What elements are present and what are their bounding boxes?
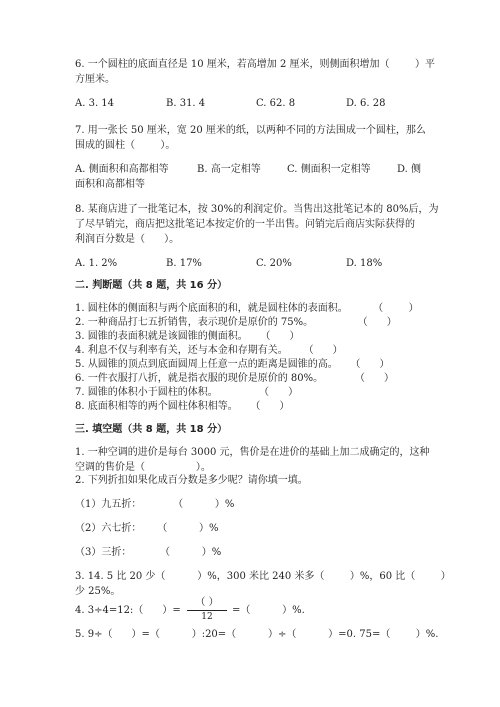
q8-option-c: C. 20% [256,258,292,269]
q7-option-c: C. 侧面积一定相等 [287,164,371,175]
fill-q1-line2: 空调的售价是（ ）。 [75,462,211,473]
fill-q3-line2: 少 25%。 [75,586,121,597]
q8-line1: 8. 某商店进了一批笔记本，按 30%的利润定价。当售出这批笔记本的 80%后，为 [75,204,439,215]
q7-option-d: D. 侧 [397,164,422,175]
fill-q4-suffix: =（ ）%. [232,605,305,616]
fill-q3-line1: 3. 14. 5 比 20 少（ ）%，300 米比 240 米多（ ）%，60 比（ ） [75,571,451,582]
fill-q2-item-2: （2）六七折： （ ）% [75,523,219,534]
judge-item-6: 6. 一件衣服打八折，就是指衣服的现价是原价的 80%。 （ ） [75,373,394,384]
fill-q2: 2. 下列折扣如果化成百分数是多少呢？请你填一填。 [75,475,308,486]
q6-line2: 方厘米。 [75,74,115,85]
judge-item-8: 8. 底面积相等的两个圆柱体积相等。 （ ） [75,401,290,412]
fraction-denominator: 12 [201,612,213,622]
q6-option-a: A. 3. 14 [75,98,115,109]
fill-q4-fraction [187,597,227,623]
q6-option-d: D. 6. 28 [346,98,386,109]
q7-line2: 围成的圆柱（ ）。 [75,140,176,151]
q8-line2: 了尽早销完，商店把这批笔记本按定价的一半出售。问销完后商店实际获得的 [75,219,415,230]
q6-option-b: B. 31. 4 [166,98,206,109]
judge-item-4: 4. 利息不仅与利率有关，还与本金和存期有关。 （ ） [75,345,343,356]
fraction-numerator: （ ） [187,597,227,611]
q6-option-c: C. 62. 8 [256,98,296,109]
judge-item-5: 5. 从圆锥的顶点到底面圆周上任意一点的距离是圆锥的高。 （ ） [75,359,390,370]
section2-title: 二. 判断题（共 8 题，共 16 分） [75,280,228,291]
judge-item-3: 3. 圆锥的表面积就是该圆锥的侧面积。 （ ） [75,331,300,342]
q7-line4: 面积和高都相等 [75,179,145,190]
section3-title: 三. 填空题（共 8 题，共 18 分） [75,424,228,435]
q7-line1: 7. 用一张长 50 厘米，宽 20 厘米的纸，以两种不同的方法围成一个圆柱，那么 [75,125,426,136]
judge-item-7: 7. 圆锥的体积小于圆柱的体积。 （ ） [75,387,299,398]
q8-option-d: D. 18% [346,258,383,269]
fill-q4-prefix: 4. 3÷4=12:（ ）= [75,605,181,616]
fill-q2-item-1: （1）九五折： （ ）% [75,499,235,510]
fill-q2-item-3: （3）三折： （ ）% [75,547,222,558]
q7-option-a: A. 侧面积和高都相等 [75,164,169,175]
judge-item-1: 1. 圆柱体的侧面积与两个底面积的和，就是圆柱体的表面积。 （ ） [75,303,419,314]
q8-option-b: B. 17% [166,258,202,269]
fill-q1-line1: 1. 一种空调的进价是每台 3000 元，售价是在进价的基础上加二成确定的，这种 [75,447,430,458]
judge-item-2: 2. 一种商品打七五折销售，表示现价是原价的 75%。 （ ） [75,317,397,328]
q8-line3: 利润百分数是（ ）。 [75,234,180,245]
q7-option-b: B. 高一定相等 [197,164,261,175]
q8-option-a: A. 1. 2% [75,258,118,269]
fill-q5: 5. 9÷（ ）=（ ）:20=（ ）÷（ ）=0. 75=（ ）%. [75,629,439,640]
q6-line1: 6. 一个圆柱的底面直径是 10 厘米，若高增加 2 厘米，则侧面积增加（ ）平 [75,59,435,70]
